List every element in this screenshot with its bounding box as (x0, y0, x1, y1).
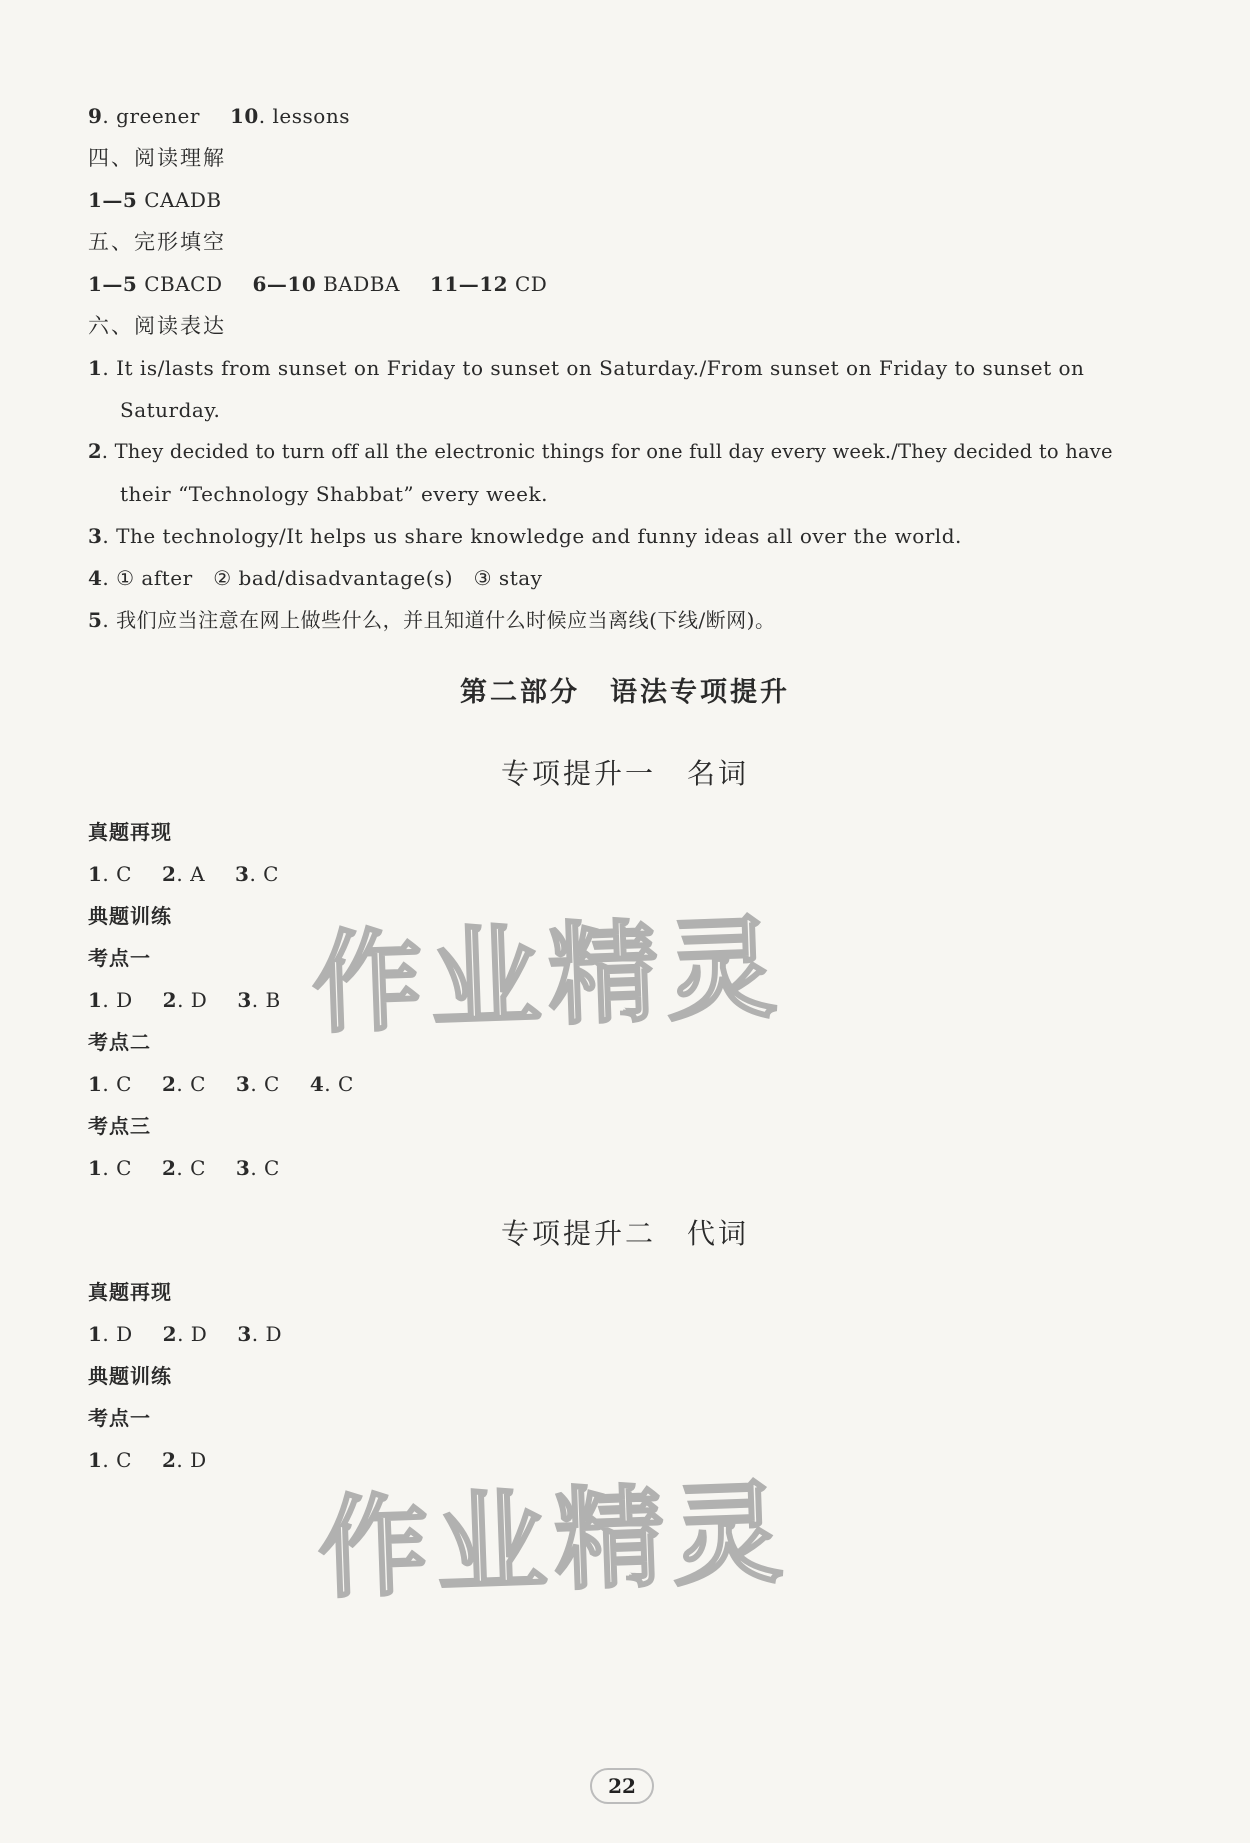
item-number: 10 (229, 104, 259, 128)
item-range: 6—10 (252, 272, 317, 296)
answer-text: . A (176, 862, 206, 886)
cloze-answers (88, 270, 547, 298)
item-number: 2 (162, 1322, 178, 1346)
item-number: 4 (309, 1072, 325, 1096)
item-number: 2 (162, 988, 178, 1012)
answer-text: . D (177, 988, 208, 1012)
item-number: 1 (88, 1072, 103, 1096)
answer-text: . C (249, 862, 279, 886)
unit-title-nouns: 专项提升一 名词 (500, 757, 749, 790)
section-heading-cloze: 五、完形填空 (88, 230, 226, 254)
item-number: 5 (88, 608, 103, 632)
subheading-point-1-2: 考点一 (88, 1406, 151, 1430)
item-number: 2 (161, 1156, 177, 1180)
expression-answer-4 (88, 564, 542, 592)
page-number: 22 (590, 1768, 654, 1804)
item-number: 3 (88, 524, 103, 548)
answer-text: . They decided to turn off all the electronic things for one full day every week./They decided to have (101, 440, 1113, 463)
answer-text: . D (176, 1448, 207, 1472)
item-number: 3 (235, 862, 250, 886)
subheading-real-exam: 真题再现 (88, 820, 172, 844)
unit-title-pronouns: 专项提升二 代词 (500, 1217, 749, 1250)
answers-point-3 (88, 1154, 280, 1182)
item-number: 3 (237, 988, 252, 1012)
answer-text: . C (102, 862, 132, 886)
reading-answers (88, 186, 222, 214)
answers-real-exam-2 (88, 1320, 282, 1348)
item-number: 4 (88, 566, 103, 590)
expression-answer-3 (88, 522, 962, 550)
subheading-real-exam-2: 真题再现 (88, 1280, 172, 1304)
item-number: 2 (88, 440, 102, 463)
item-range: 11—12 (429, 272, 509, 296)
answers-point-1 (88, 986, 281, 1014)
answer-text: . D (251, 1322, 283, 1346)
item-number: 1 (88, 356, 103, 380)
expression-answer-2 (88, 438, 1113, 466)
answer-text: . C (176, 1072, 206, 1096)
item-number: 2 (161, 862, 177, 886)
answer-text: . C (102, 1448, 132, 1472)
answer-text: . greener (102, 104, 200, 128)
expression-answer-2-cont: their “Technology Shabbat” every week. (120, 482, 548, 506)
answer-text: . The technology/It helps us share knowledge and funny ideas all over the world. (102, 524, 962, 548)
subheading-training-2: 典题训练 (88, 1364, 172, 1388)
answer-text: . C (250, 1156, 280, 1180)
section-heading-expression: 六、阅读表达 (88, 314, 226, 338)
item-range: 1—5 (88, 272, 138, 296)
item-number: 1 (88, 1448, 103, 1472)
part-title: 第二部分 语法专项提升 (460, 677, 790, 708)
item-number: 2 (161, 1072, 177, 1096)
item-number: 9 (88, 104, 103, 128)
item-number: 1 (88, 1156, 103, 1180)
watermark: 作业精灵 (310, 903, 787, 1049)
answer-text: . C (176, 1156, 206, 1180)
answer-text: . C (102, 1156, 132, 1180)
item-number: 3 (235, 1156, 251, 1180)
subheading-point-2: 考点二 (88, 1030, 151, 1054)
answers-point-1-2 (88, 1446, 207, 1474)
answer-text: . D (177, 1322, 208, 1346)
answer-text: . D (102, 988, 133, 1012)
expression-answer-1-cont: Saturday. (120, 398, 221, 422)
item-range: 1—5 (88, 188, 138, 212)
answers-real-exam (88, 860, 279, 888)
expression-answer-1 (88, 354, 1084, 382)
answer-text: CAADB (137, 188, 222, 212)
answer-text: . C (102, 1072, 132, 1096)
item-number: 3 (235, 1072, 251, 1096)
answer-text: . lessons (258, 104, 350, 128)
item-number: 1 (88, 988, 103, 1012)
subheading-training: 典题训练 (88, 904, 172, 928)
watermark: 作业精灵 (316, 1468, 793, 1614)
answer-line-9-10 (88, 102, 350, 130)
answer-text: . ① after ② bad/disadvantage(s) ③ stay (102, 566, 543, 590)
answer-text: . D (102, 1322, 133, 1346)
answer-text: . C (250, 1072, 280, 1096)
item-number: 1 (88, 1322, 103, 1346)
item-number: 3 (237, 1322, 252, 1346)
expression-answer-5 (88, 606, 775, 634)
answer-text: . It is/lasts from sunset on Friday to sunset on Saturday./From sunset on Friday to sunset on (102, 356, 1085, 380)
answer-text: BADBA (316, 272, 400, 296)
subheading-point-1: 考点一 (88, 946, 151, 970)
answer-text: CBACD (137, 272, 223, 296)
item-number: 1 (88, 862, 103, 886)
answer-text: . 我们应当注意在网上做些什么，并且知道什么时候应当离线(下线/断网)。 (102, 608, 776, 632)
answers-point-2 (88, 1070, 354, 1098)
answer-text: CD (508, 272, 548, 296)
item-number: 2 (161, 1448, 177, 1472)
answer-text: . C (324, 1072, 354, 1096)
answer-text: . B (251, 988, 281, 1012)
section-heading-reading: 四、阅读理解 (88, 146, 226, 170)
subheading-point-3: 考点三 (88, 1114, 151, 1138)
